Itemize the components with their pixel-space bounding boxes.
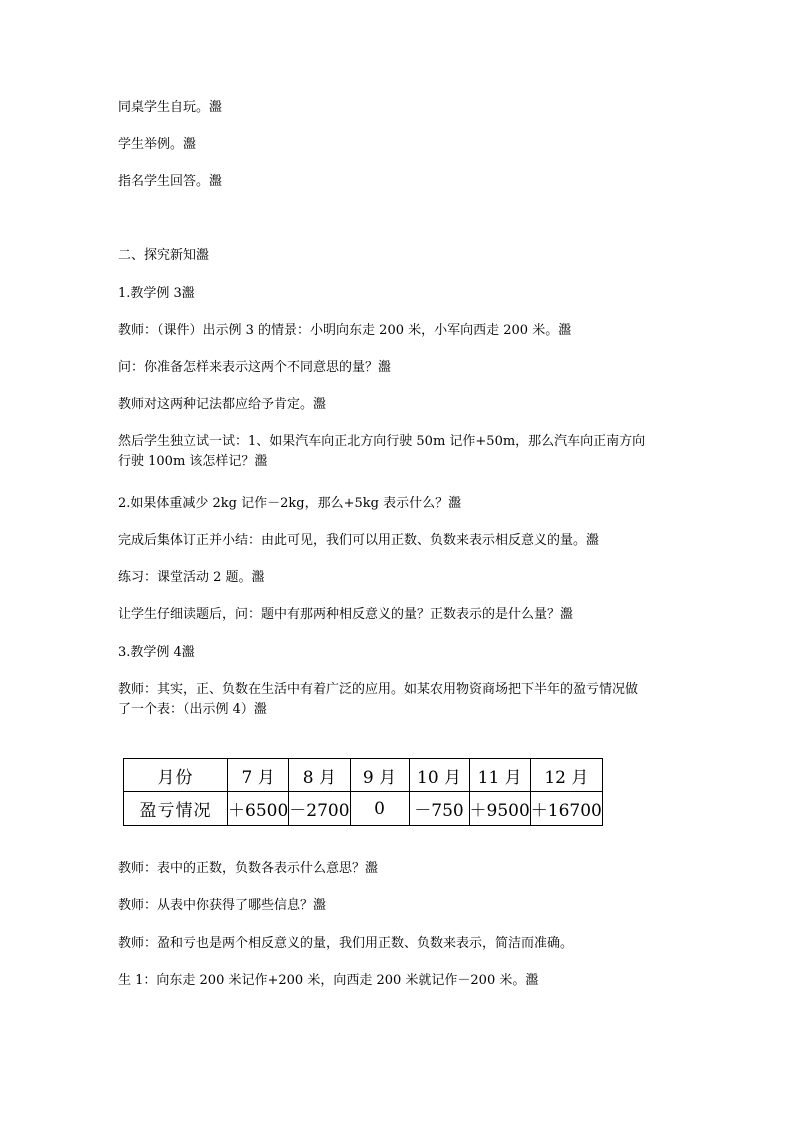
table-cell: 10 月 <box>409 759 469 792</box>
table-cell: ＋16700 <box>530 792 602 826</box>
text-line: 让学生仔细读题后，问：题中有那两种相反意义的量？正数表示的是什么量？瀊 <box>118 607 574 622</box>
text-line: 指名学生回答。瀊 <box>118 174 223 189</box>
text-line: 2.如果体重减少 2kg 记作－2kg，那么+5kg 表示什么？瀊 <box>118 496 462 511</box>
text-line: 教师：盈和亏也是两个相反意义的量，我们用正数、负数来表示，简洁而准确。 <box>118 936 574 951</box>
text-line: 教师：其实，正、负数在生活中有着广泛的应用。如某农用物资商场把下半年的盈亏情况做 <box>118 682 639 697</box>
text-line: 教师：表中的正数，负数各表示什么意思？瀊 <box>118 861 379 876</box>
paragraph-example4 <box>118 680 638 720</box>
table-cell: 11 月 <box>469 759 530 792</box>
table-row <box>124 792 603 826</box>
text-line: 行驶 100m 该怎样记？瀊 <box>118 454 268 469</box>
text-line: 学生举例。瀊 <box>118 137 197 152</box>
section-heading: 二、探究新知瀊 <box>118 248 210 263</box>
table-cell: 8 月 <box>289 759 350 792</box>
profit-loss-table <box>123 758 603 826</box>
table-cell: －750 <box>409 792 469 826</box>
table-cell: 月份 <box>124 759 228 792</box>
table-cell: 9 月 <box>350 759 409 792</box>
text-line: 生 1：向东走 200 米记作+200 米，向西走 200 米就记作－200 米。瀊 <box>118 973 539 988</box>
table-cell: 12 月 <box>530 759 602 792</box>
table-cell: ＋9500 <box>469 792 530 826</box>
paragraph-try <box>118 432 645 472</box>
text-line: 问：你准备怎样来表示这两个不同意思的量？瀊 <box>118 360 392 375</box>
text-line: 教师：从表中你获得了哪些信息？瀊 <box>118 898 327 913</box>
text-line: 完成后集体订正并小结：由此可见，我们可以用正数、负数来表示相反意义的量。瀊 <box>118 533 600 548</box>
table-cell: 7 月 <box>228 759 289 792</box>
text-line: 练习：课堂活动 2 题。瀊 <box>118 570 265 585</box>
text-line: 教师对这两种记法都应给予肯定。瀊 <box>118 397 327 412</box>
subsection-heading: 3.教学例 4瀊 <box>118 645 195 660</box>
text-line: 教师：（课件）出示例 3 的情景：小明向东走 200 米，小军向西走 200 米。瀊 <box>118 323 572 338</box>
subsection-heading: 1.教学例 3瀊 <box>118 286 195 301</box>
text-line: 同桌学生自玩。瀊 <box>118 100 223 115</box>
table-cell: 盈亏情况 <box>124 792 228 826</box>
text-line: 了一个表：（出示例 4）瀊 <box>118 702 267 717</box>
text-line: 然后学生独立试一试：1、如果汽车向正北方向行驶 50m 记作+50m，那么汽车向正南方向 <box>118 434 646 449</box>
table-cell: －2700 <box>289 792 350 826</box>
table-cell: 0 <box>350 792 409 826</box>
table-header-row <box>124 759 603 792</box>
table-cell: ＋6500 <box>228 792 289 826</box>
